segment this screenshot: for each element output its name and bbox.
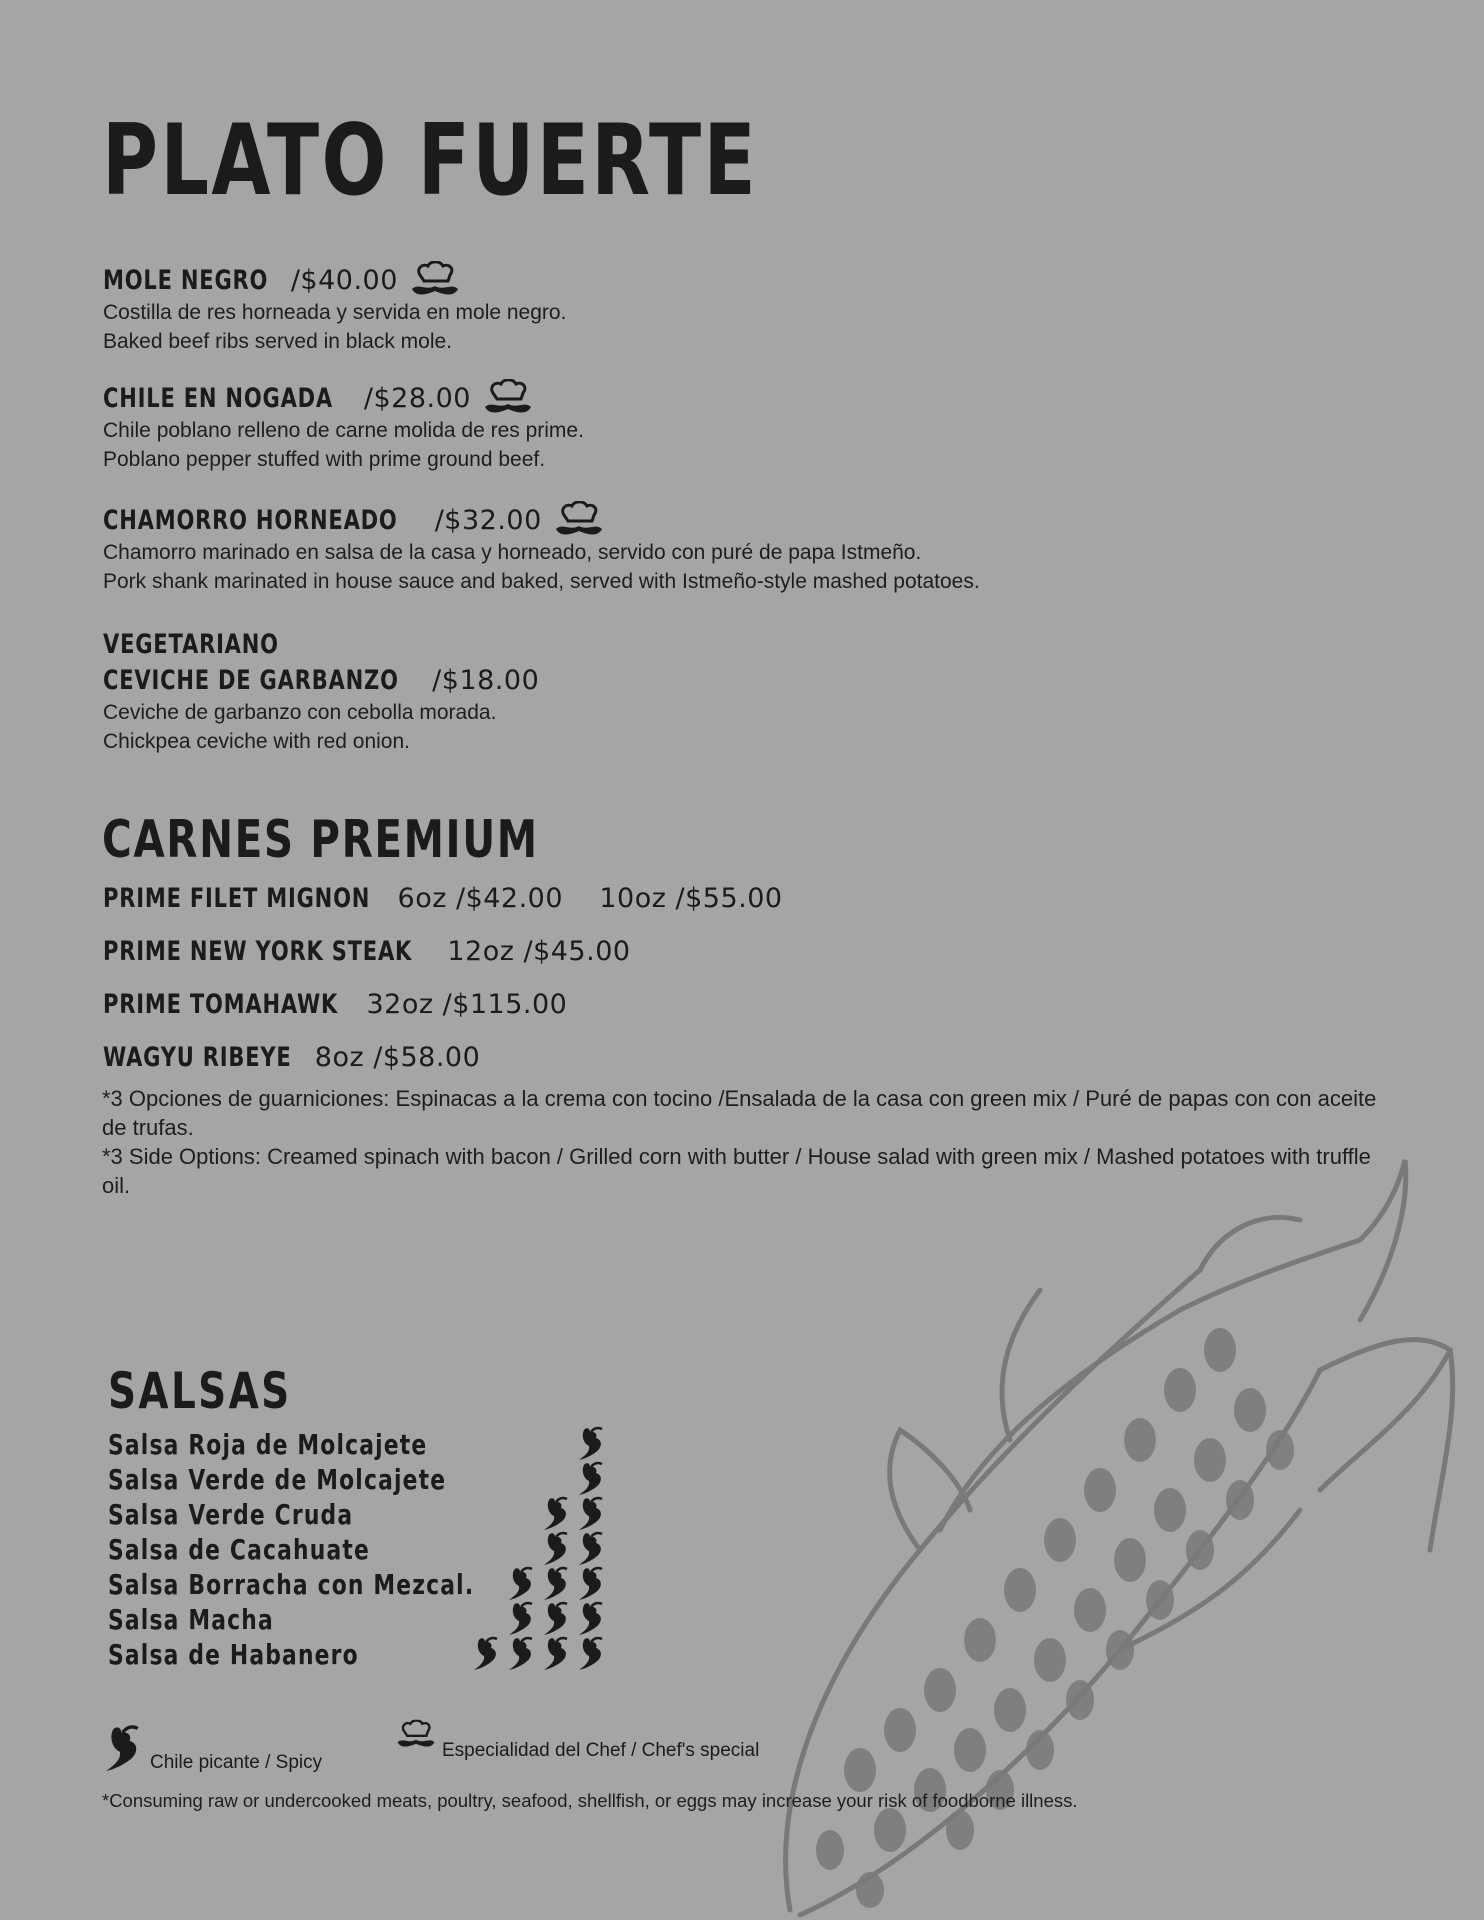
item-desc-es: Ceviche de garbanzo con cebolla morada. xyxy=(103,701,497,724)
chili-icon xyxy=(541,1566,573,1602)
chili-icon xyxy=(541,1496,573,1532)
chili-icon xyxy=(541,1636,573,1672)
chili-icon xyxy=(506,1601,538,1637)
premium-item-filet-mignon xyxy=(103,880,783,916)
item-name: PRIME NEW YORK STEAK xyxy=(103,935,413,967)
chili-icon xyxy=(576,1426,608,1462)
side-options-en: *3 Side Options: Creamed spinach with bacon / Grilled corn with butter / House salad with green mix / Mashed potatoes with truffle oil. xyxy=(102,1144,1371,1198)
item-price: /$28.00 xyxy=(363,382,471,414)
item-desc-en: Baked beef ribs served in black mole. xyxy=(103,330,453,353)
legend-chef-special xyxy=(396,1718,759,1768)
chili-icon xyxy=(541,1531,573,1567)
salsa-row xyxy=(108,1463,608,1498)
premium-item-tomahawk xyxy=(103,986,567,1022)
item-detail: 8oz /$58.00 xyxy=(314,1041,481,1073)
chili-icon xyxy=(506,1636,538,1672)
legend-chef-label: Especialidad del Chef / Chef's special xyxy=(442,1740,760,1761)
salsa-row xyxy=(108,1428,608,1463)
chili-icon xyxy=(576,1566,608,1602)
item-desc-es: Chamorro marinado en salsa de la casa y horneado, servido con puré de papa Istmeño. xyxy=(103,541,922,564)
chef-mustache-icon xyxy=(396,1718,436,1752)
salsa-name: Salsa Macha xyxy=(108,1603,274,1636)
salsa-row xyxy=(108,1533,608,1568)
salsa-name: Salsa de Cacahuate xyxy=(108,1533,370,1566)
chili-icon xyxy=(576,1601,608,1637)
salsa-row xyxy=(108,1498,608,1533)
legend-spicy-label: Chile picante / Spicy xyxy=(150,1752,323,1773)
chili-icon xyxy=(576,1496,608,1532)
salsa-name: Salsa Verde Cruda xyxy=(108,1498,354,1531)
page-title: PLATO FUERTE xyxy=(102,104,759,218)
item-desc-en: Poblano pepper stuffed with prime ground beef. xyxy=(103,448,546,471)
item-name: MOLE NEGRO xyxy=(103,264,269,296)
salsa-row xyxy=(108,1568,608,1603)
salsa-name: Salsa de Habanero xyxy=(108,1638,359,1671)
premium-item-wagyu-ribeye xyxy=(103,1039,480,1075)
menu-item-chamorro-horneado xyxy=(103,502,980,596)
item-name: CHILE EN NOGADA xyxy=(103,382,334,414)
food-safety-disclaimer: *Consuming raw or undercooked meats, poultry, seafood, shellfish, or eggs may increase your risk of foodborne illness. xyxy=(102,1790,1078,1811)
chili-icon xyxy=(576,1636,608,1672)
side-options-es: *3 Opciones de guarniciones: Espinacas a la crema con tocino /Ensalada de la casa con green mix / Puré de papas con con aceite de trufas. xyxy=(102,1086,1377,1140)
chef-mustache-icon xyxy=(410,261,460,299)
salsa-name: Salsa Roja de Molcajete xyxy=(108,1428,428,1461)
salsa-row xyxy=(108,1603,608,1638)
chili-icon xyxy=(506,1566,538,1602)
menu-item-mole-negro xyxy=(103,262,566,356)
salsa-name: Salsa Borracha con Mezcal. xyxy=(108,1568,475,1601)
item-desc-es: Chile poblano relleno de carne molida de res prime. xyxy=(103,419,584,442)
legend-spicy xyxy=(102,1718,322,1780)
vegetariano-label: VEGETARIANO xyxy=(103,628,279,660)
chili-icon xyxy=(471,1636,503,1672)
section-title-salsas: SALSAS xyxy=(108,1362,292,1420)
item-name: WAGYU RIBEYE xyxy=(103,1041,292,1073)
chili-icon xyxy=(576,1461,608,1497)
item-desc-en: Pork shank marinated in house sauce and baked, served with Istmeño-style mashed potatoes. xyxy=(103,570,980,593)
item-desc-es: Costilla de res horneada y servida en mole negro. xyxy=(103,301,567,324)
salsa-name: Salsa Verde de Molcajete xyxy=(108,1463,447,1496)
chef-mustache-icon xyxy=(483,379,533,417)
item-price: /$40.00 xyxy=(290,264,398,296)
chili-icon xyxy=(576,1531,608,1567)
menu-item-vegetariano xyxy=(103,626,539,756)
menu-item-chile-en-nogada xyxy=(103,380,584,474)
item-name: CHAMORRO HORNEADO xyxy=(103,504,398,536)
item-name: CEVICHE DE GARBANZO xyxy=(103,664,399,696)
item-detail: 6oz /$42.00 10oz /$55.00 xyxy=(397,882,783,914)
chili-icon xyxy=(102,1718,146,1780)
item-detail: 32oz /$115.00 xyxy=(366,988,568,1020)
chili-icon xyxy=(541,1601,573,1637)
item-name: PRIME TOMAHAWK xyxy=(103,988,339,1020)
item-price: /$32.00 xyxy=(434,504,542,536)
item-price: /$18.00 xyxy=(432,664,540,696)
item-detail: 12oz /$45.00 xyxy=(447,935,631,967)
premium-item-new-york-steak xyxy=(103,933,631,969)
section-title-carnes-premium: CARNES PREMIUM xyxy=(102,810,539,870)
salsa-row xyxy=(108,1638,608,1673)
item-name: PRIME FILET MIGNON xyxy=(103,882,371,914)
item-desc-en: Chickpea ceviche with red onion. xyxy=(103,730,411,753)
chef-mustache-icon xyxy=(554,501,604,539)
